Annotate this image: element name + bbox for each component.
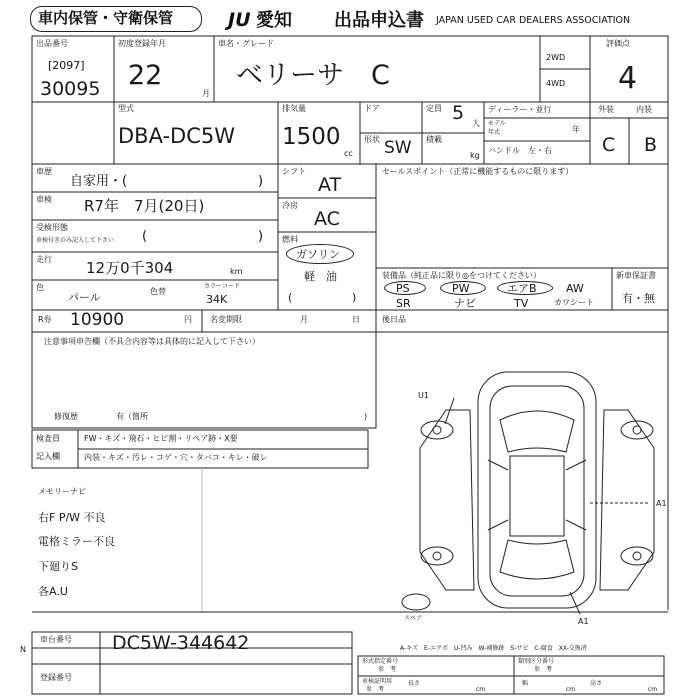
inspector-entry-label: 記入欄 [36, 452, 60, 461]
fuel-diesel: 軽 油 [304, 270, 337, 283]
history-label: 車歴 [36, 167, 52, 176]
equipment-aw: AW [566, 282, 584, 295]
exterior-grade: C [602, 134, 616, 156]
color-label: 色 [36, 283, 44, 292]
inspector-exterior-row: FW・キズ・飛石・ヒビ割・リペア跡・X要 [84, 434, 238, 443]
capacity-label: 定員 [426, 104, 442, 113]
car-name-value: ベリーサ C [236, 60, 390, 91]
warranty-label: 新車保証書 [616, 271, 656, 280]
transfer-month: 月 [300, 315, 308, 324]
type-designation-ref: 参 考 [378, 666, 397, 673]
lot-number: 30095 [40, 78, 101, 100]
remark-item: 右F P/W 不良 [38, 511, 106, 524]
first-registration-value: 22 [128, 60, 163, 91]
shift-value: AT [318, 174, 342, 196]
model-year-label-2: 年式 [488, 129, 501, 136]
repair-history-close: ) [364, 412, 368, 421]
receive-note: 車検付きのみ記入して下さい [36, 237, 115, 244]
year-unit: 年 [572, 125, 580, 134]
cooler-label: 冷房 [282, 201, 298, 210]
lot-label: 出品番号 [36, 39, 68, 48]
chassis-value: DC5W-344642 [112, 632, 250, 654]
equipment-airbag: エアB [507, 282, 537, 295]
first-registration-label: 初度登録年月 [118, 39, 166, 48]
spare-label: スペア [404, 615, 423, 622]
fuel-gas: ガソリン [296, 248, 340, 261]
fuel-open: ( [288, 291, 293, 304]
repair-history-value: 有（箇所 [116, 412, 148, 421]
damage-mark-a1-rear: A1 [578, 617, 589, 626]
height-label: 高さ [590, 680, 603, 687]
price-label: R券 [38, 315, 52, 324]
inspection-value: R7年 7月(20日) [84, 197, 205, 215]
interior-grade: B [644, 134, 658, 156]
score-label: 評価点 [606, 39, 630, 48]
equipment-tv: TV [514, 297, 529, 310]
history-value: 自家用・( [70, 174, 128, 189]
equipment-ps: PS [396, 282, 410, 295]
color-code-label: カラーコード [204, 283, 241, 290]
drive-4wd: 4WD [546, 79, 566, 88]
repair-history-label: 修復歴 [54, 412, 78, 421]
shift-label: シフト [282, 167, 306, 176]
receive-label: 受検形態 [36, 223, 68, 232]
inspection-label: 車検 [36, 195, 52, 204]
mileage-unit: km [230, 267, 243, 276]
remark-item: 電格ミラー不良 [38, 535, 115, 548]
fuel-close: ) [352, 291, 357, 304]
fuel-label: 燃料 [282, 235, 298, 244]
model-value: DBA-DC5W [118, 124, 236, 148]
plate-label: 登録番号 [40, 673, 72, 682]
inspector-interior-row: 内装・キズ・汚レ・コゲ・穴・タバコ・キレ・破レ [84, 453, 268, 462]
registration-month-unit: 月 [202, 89, 210, 98]
height-unit: cm [648, 686, 658, 693]
damage-legend: A-キズ E-エクボ U-凹み W-補修跡 S-サビ C-腐食 XX-交換済 [400, 645, 587, 652]
load-label: 積載 [426, 135, 442, 144]
length-label: 長さ [408, 680, 421, 687]
equipment-leather: カワシート [554, 298, 594, 307]
displacement-unit: cc [344, 149, 353, 158]
chassis-label: 車台番号 [40, 635, 72, 644]
color-change-label: 色替 [150, 287, 166, 296]
remark-item: メモリーナビ [38, 487, 86, 496]
width-unit: cm [566, 686, 576, 693]
lot-small: [2097] [48, 59, 85, 72]
score-value: 4 [618, 61, 638, 96]
form-title: 出品申込書 [334, 10, 424, 31]
price-value: 10900 [70, 310, 125, 330]
car-name-label: 車名・グレード [218, 39, 274, 48]
color-code-value: 34K [206, 293, 228, 306]
drive-2wd: 2WD [546, 53, 566, 62]
shape-value: SW [384, 138, 412, 158]
class-number-label: 類別区分番号 [518, 658, 555, 665]
transfer-day: 日 [352, 315, 360, 324]
remark-item: 下廻りS [38, 560, 78, 573]
association-name: JAPAN USED CAR DEALERS ASSOCIATION [436, 15, 631, 26]
history-close: ) [258, 174, 264, 189]
storage-badge: 車内保管・守衛保管 [38, 9, 174, 27]
door-label: ドア [364, 104, 380, 113]
certificate-ref: 参 考 [366, 686, 385, 693]
notes-label: 注意事項申告欄（不具合内容等は具体的に記入して下さい） [44, 337, 260, 346]
inspector-label: 検査員 [36, 434, 60, 443]
mileage-value: 12万0千304 [86, 259, 174, 277]
displacement-label: 排気量 [282, 104, 306, 113]
car-diagram [402, 372, 654, 614]
dealer-label: ディーラー・並行 [488, 105, 552, 114]
model-year-label: モデル [488, 120, 506, 127]
receive-close: ) [258, 229, 264, 244]
equipment-sr: SR [396, 297, 411, 310]
type-designation-label: 形式指定番号 [362, 658, 399, 665]
remark-item: 各A.U [38, 585, 68, 598]
equipment-label: 装備品（純正品に限り◎をつけてください） [382, 271, 541, 280]
margin-mark: N [20, 645, 26, 654]
cooler-value: AC [314, 208, 340, 230]
class-number-ref: 参 考 [534, 666, 553, 673]
aftermarket-label: 後日品 [382, 315, 406, 324]
displacement-value: 1500 [282, 124, 341, 150]
capacity-value: 5 [452, 102, 465, 124]
shape-label: 形状 [364, 135, 380, 144]
brand-name: 愛知 [256, 10, 292, 31]
equipment-pw: PW [452, 282, 470, 295]
capacity-unit: 人 [472, 119, 480, 128]
handle-label: ハンドル 左・右 [488, 146, 552, 155]
model-label: 型式 [118, 104, 134, 113]
damage-mark-a1-side: A1 [656, 499, 667, 508]
interior-label: 内装 [636, 105, 652, 114]
transfer-deadline-label: 名変期限 [210, 315, 242, 324]
damage-mark-u1: U1 [418, 391, 429, 400]
exterior-label: 外装 [598, 105, 614, 114]
sales-point-label: セールスポイント（正常に機能するものに限ります） [382, 167, 574, 176]
load-unit: kg [470, 151, 480, 160]
receive-open: ( [142, 229, 148, 244]
warranty-value: 有・無 [622, 292, 655, 305]
price-unit: 円 [184, 315, 192, 324]
width-label: 幅 [522, 680, 529, 687]
ju-logo: JU [228, 9, 251, 31]
color-value: パール [68, 291, 101, 304]
mileage-label: 走行 [36, 255, 52, 264]
equipment-navi: ナビ [454, 297, 476, 310]
length-unit: cm [476, 686, 486, 693]
certificate-label: 車検証明用 [362, 678, 393, 685]
